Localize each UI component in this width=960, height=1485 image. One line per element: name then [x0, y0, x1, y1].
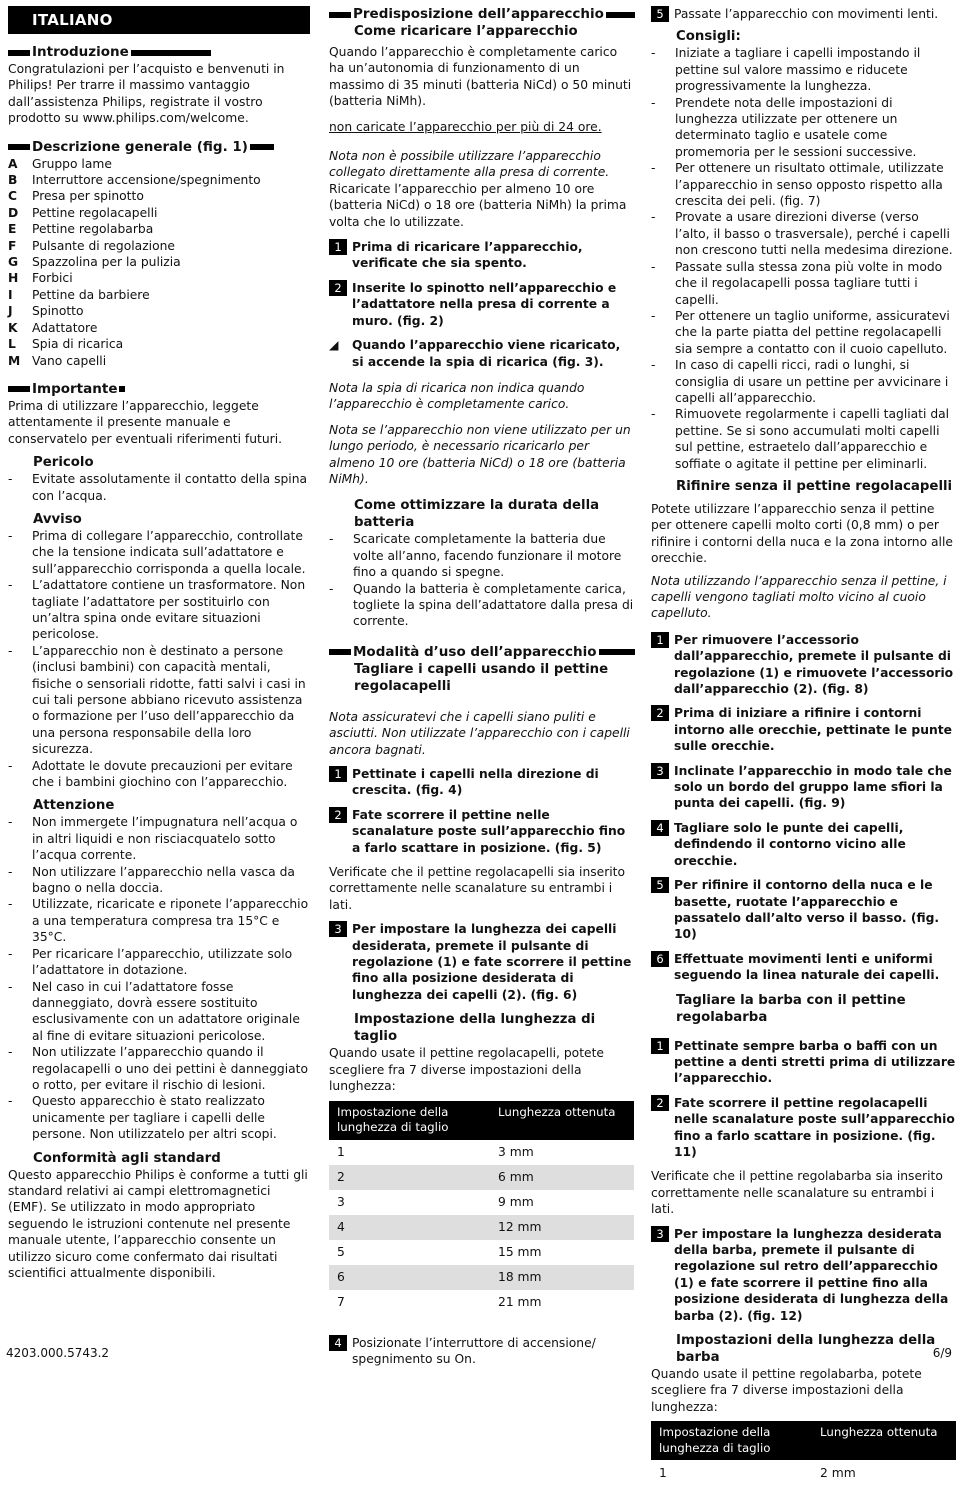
overview-label: Interruttore accensione/spegnimento [32, 173, 261, 188]
list-item [651, 308, 957, 357]
list-item [8, 1093, 310, 1142]
step-text: Effettuate movimenti lenti e uniformi seguendo la linea naturale dei capelli. [674, 951, 940, 983]
refine-note [651, 573, 957, 622]
list-item [651, 160, 957, 209]
heading-bar-icon [250, 144, 274, 150]
table-cell: 3 [337, 1194, 345, 1209]
charge-warning: non caricate l’apparecchio per più di 24 ore. [329, 119, 602, 134]
overview-letter: H [8, 271, 19, 286]
step-text: Fate scorrere il pettine regolacapelli nelle scanalature poste sull’apparecchio fino a farlo scattare in posizione. (fig. 11) [674, 1095, 955, 1159]
overview-label: Pettine da barbiere [32, 287, 150, 302]
usage-steps [329, 766, 635, 856]
length-text: Quando usate il pettine regolacapelli, potete scegliere fra 7 diverse impostazioni della lunghezza: [329, 1046, 604, 1094]
list-item-text: Per ottenere un taglio uniforme, assicuratevi che la parte piatta del pettine regolacapelli sia sempre a contatto con il cuoio capelluto. [675, 308, 950, 356]
table-row [329, 1165, 634, 1190]
cut-note [329, 709, 635, 758]
intro-heading: Introduzione [32, 44, 129, 60]
step-text: Per rimuovere l’accessorio dall’apparecchio, premete il pulsante di regolazione (1) e rimuovete l’accessorio dall’apparecchio (2). (fig. 8) [674, 632, 954, 697]
step-number-badge: 1 [329, 239, 347, 255]
dash-bullet-icon: - [329, 581, 334, 596]
overview-label: Pulsante di regolazione [32, 238, 175, 253]
table-row [329, 1240, 634, 1265]
length-title: Impostazione della lunghezza di taglio [354, 1012, 596, 1045]
step-item [651, 632, 957, 698]
page-number: 6/9 [932, 1345, 952, 1360]
cut-title: Tagliare i capelli usando il pettine regolacapelli [354, 661, 609, 694]
prep-heading: Predisposizione dell’apparecchio [353, 6, 604, 22]
section-overview [8, 139, 310, 156]
step-number-badge: 1 [651, 1038, 669, 1054]
list-item-text: Per ottenere un risultato ottimale, utilizzate l’apparecchio in senso opposto rispetto alla crescita dei peli. (fig. 7) [675, 161, 944, 209]
dash-bullet-icon: - [8, 815, 13, 830]
note-long-period [329, 422, 635, 488]
step-number-badge: 3 [651, 763, 669, 779]
list-item [8, 864, 310, 897]
battery-title: Come ottimizzare la durata della batteria [354, 498, 600, 531]
beard-verify: Verificate che il pettine regolabarba sia inserito correttamente nelle scanalature su entrambi i lati. [651, 1169, 943, 1217]
important-heading: Importante [32, 380, 118, 397]
list-item [8, 577, 310, 643]
list-item [8, 528, 310, 577]
overview-label: Adattatore [32, 320, 98, 335]
list-item-text: Prima di collegare l’apparecchio, controllate che la tensione indicata sull’adattatore e sull’apparecchio corrisponda a quella locale. [32, 528, 306, 576]
dash-bullet-icon: - [8, 864, 13, 879]
table-cell: 1 [337, 1144, 345, 1159]
hair-length-table [329, 1101, 634, 1315]
heading-bar-icon [131, 50, 211, 56]
dash-bullet-icon: - [8, 472, 13, 487]
battery-list [329, 531, 635, 629]
heading-bar-icon [329, 12, 351, 18]
overview-item [8, 287, 310, 303]
step-text: Prima di iniziare a rifinire i contorni intorno alle orecchie, pettinate le punte sulle orecchie. [674, 706, 952, 754]
step-text: Pettinate sempre barba o baffi con un pettine a denti stretti prima di utilizzare l’apparecchio. [674, 1038, 956, 1086]
step-item [651, 1095, 957, 1161]
section-important [8, 381, 310, 398]
heading-bar-icon [606, 12, 635, 18]
document-code: 4203.000.5743.2 [6, 1345, 110, 1360]
beard-length-table [651, 1421, 956, 1485]
table-cell: 18 mm [490, 1265, 634, 1290]
overview-list [8, 156, 310, 369]
step-text: Posizionate l’interruttore di accensione/ spegnimento su On. [352, 1335, 596, 1366]
step-text: Inclinate l’apparecchio in modo tale che solo un bordo del gruppo lame sfiori la punta dei capelli. (fig. 9) [674, 763, 952, 811]
tips-list [651, 45, 957, 472]
usage-heading: Modalità d’uso dell’apparecchio [353, 643, 597, 660]
overview-letter: E [8, 222, 17, 237]
step-4 [329, 1335, 635, 1368]
list-item [329, 581, 635, 630]
list-item [651, 95, 957, 161]
step-item [651, 705, 957, 754]
section-usage [329, 644, 635, 661]
danger-title: Pericolo [33, 455, 94, 471]
step-text: Prima di ricaricare l’apparecchio, verificate che sia spento. [352, 240, 583, 271]
step-number-badge: 2 [329, 807, 347, 823]
table-header: Impostazione della lunghezza di taglio [329, 1101, 490, 1140]
step-item [329, 766, 635, 799]
column-1 [8, 6, 310, 1281]
prep-steps [329, 239, 635, 329]
heading-bar-icon [599, 649, 636, 655]
table-row [651, 1460, 956, 1485]
list-item [329, 531, 635, 580]
step-number-badge: 2 [651, 705, 669, 721]
triangle-bullet-icon: ◢ [329, 338, 339, 353]
table-header: Lunghezza ottenuta [812, 1421, 956, 1460]
step-text: Tagliare solo le punte dei capelli, defindendo il contorno vicino alle orecchie. [674, 820, 906, 868]
table-row [329, 1140, 634, 1165]
beard-steps [651, 1038, 957, 1161]
list-item [8, 896, 310, 945]
step-5 [651, 6, 957, 22]
step-text: Pettinate i capelli nella direzione di crescita. (fig. 4) [352, 767, 599, 798]
step-text: Inserite lo spinotto nell’apparecchio e l’adattatore nella presa di corrente a muro. (fig. 2) [352, 280, 617, 328]
overview-letter: G [8, 255, 19, 270]
step-text: Per impostare la lunghezza dei capelli desiderata, premete il pulsante di regolazione (1) e fate scorrere il pettine fino alla posizione desiderata di lunghezza dei capelli (2). (fig. 6) [352, 922, 632, 1002]
overview-letter: A [8, 156, 18, 171]
dash-bullet-icon: - [8, 946, 13, 961]
list-item-text: Nel caso in cui l’adattatore fosse danneggiato, dovrà essere sostituito esclusivamente con un adattatore originale al fine di evitare situazioni pericolose. [32, 979, 300, 1043]
table-cell: 7 [337, 1294, 345, 1309]
list-item [8, 979, 310, 1045]
overview-label: Pettine regolacapelli [32, 205, 158, 220]
table-cell: 2 mm [820, 1465, 856, 1480]
list-item [8, 946, 310, 979]
list-item [8, 1044, 310, 1093]
heading-bar-icon [119, 386, 125, 392]
warning-list [8, 528, 310, 791]
list-item-text: Prendete nota delle impostazioni di lunghezza utilizzate per ottenere un determinato taglio e usatele come promemoria per le sessioni successive. [675, 95, 917, 159]
table-cell: 6 [329, 1265, 490, 1290]
table-cell: 4 [329, 1215, 490, 1240]
step-text: Fate scorrere il pettine nelle scanalature poste sull’apparecchio fino a farlo scattare in posizione. (fig. 5) [352, 807, 626, 855]
step-item [329, 239, 635, 272]
table-header: Impostazione della lunghezza di taglio [651, 1421, 812, 1460]
table-cell: 6 mm [490, 1165, 634, 1190]
list-item-text: Adottate le dovute precauzioni per evitare che i bambini giochino con l’apparecchio. [32, 758, 293, 790]
overview-label: Presa per spinotto [32, 189, 144, 204]
table-row [329, 1190, 634, 1215]
beard-step-3 [651, 1226, 957, 1324]
overview-item [8, 172, 310, 188]
table-cell: 12 mm [490, 1215, 634, 1240]
step-text: Per impostare la lunghezza desiderata della barba, premete il pulsante di regolazione sul retro dell’apparecchio (1) e fate scorrere il pettine fino alla posizione desiderata di lunghezza della barba (2). (fig. 12) [674, 1226, 949, 1323]
step-text: Per rifinire il contorno della nuca e le basette, ruotate l’apparecchio e passatelo dall’alto verso il basso. (fig. 10) [674, 878, 940, 942]
step-number-badge: 3 [329, 921, 347, 937]
overview-item [8, 205, 310, 221]
step-number-badge: 1 [651, 632, 669, 648]
caution-list [8, 814, 310, 1142]
charge-text-2: Ricaricate l’apparecchio per almeno 10 ore (batteria NiCd) o 18 ore (batteria NiMh) la prima volta che lo utilizzate. [329, 181, 627, 229]
table-cell: 2 [329, 1165, 490, 1190]
overview-letter: M [8, 353, 21, 368]
list-item [8, 758, 310, 791]
dash-bullet-icon: - [8, 528, 13, 543]
refine-text: Potete utilizzare l’apparecchio senza il pettine per ottenere capelli molto corti (0,8 mm) o per rifinire i contorni della nuca e la zona intorno alle orecchie. [651, 501, 953, 566]
list-item-text: Utilizzate, ricaricate e riponete l’apparecchio a una temperatura compresa tra 15°C e 35°C. [32, 897, 309, 945]
list-item [651, 406, 957, 472]
overview-heading: Descrizione generale (fig. 1) [32, 138, 248, 155]
list-item-text: Non utilizzate l’apparecchio quando il regolacapelli o uno dei pettini è danneggiato o rotto, per evitare il rischio di lesioni. [32, 1045, 309, 1092]
note-text: Nota utilizzando l’apparecchio senza il pettine, i capelli vengono tagliati molto vicino al cuoio capelluto. [651, 573, 947, 621]
step-number-badge: 3 [651, 1226, 669, 1242]
overview-label: Spia di ricarica [32, 337, 124, 352]
overview-letter: D [8, 205, 19, 220]
step-item [329, 807, 635, 856]
overview-item [8, 156, 310, 172]
table-cell: 21 mm [498, 1294, 542, 1309]
list-item-text: Questo apparecchio è stato realizzato unicamente per tagliare i capelli delle persone. Non utilizzatelo per altri scopi. [32, 1094, 277, 1142]
dash-bullet-icon: - [651, 210, 656, 225]
caution-title: Attenzione [33, 798, 115, 814]
step-number-badge: 2 [651, 1095, 669, 1111]
table-row [329, 1265, 634, 1290]
table-cell: 1 [659, 1465, 667, 1480]
dash-bullet-icon: - [651, 95, 656, 110]
beard-length-title: Impostazioni della lunghezza della barba [676, 1333, 936, 1366]
step-3 [329, 921, 635, 1003]
overview-item [8, 270, 310, 286]
step-number-badge: 5 [651, 6, 669, 22]
overview-label: Vano capelli [32, 353, 107, 368]
table-row [329, 1215, 634, 1240]
list-item-text: Quando la batteria è completamente carica, togliete la spina dell’adattatore dalla presa di corrente. [353, 581, 634, 629]
list-item-text: Non utilizzare l’apparecchio nella vasca da bagno o nella doccia. [32, 864, 295, 896]
dash-bullet-icon: - [8, 897, 13, 912]
dash-bullet-icon: - [8, 578, 13, 593]
tips-title: Consigli: [676, 29, 741, 45]
dash-bullet-icon: - [8, 758, 13, 773]
dash-bullet-icon: - [8, 979, 13, 994]
table-cell: 9 mm [498, 1194, 534, 1209]
table-cell: 5 [337, 1244, 345, 1259]
overview-item [8, 336, 310, 352]
overview-label: Forbici [32, 271, 73, 286]
charging-bullet-text: Quando l’apparecchio viene ricaricato, si accende la spia di ricarica (fig. 3). [352, 338, 621, 369]
overview-label: Pettine regolabarba [32, 222, 154, 237]
list-item-text: Non immergete l’impugnatura nell’acqua o in altri liquidi e non risciacquatelo sotto l’acqua corrente. [32, 815, 298, 863]
note-charge-light [329, 380, 635, 413]
heading-bar-icon [329, 649, 351, 655]
note-text: Nota se l’apparecchio non viene utilizzato per un lungo periodo, è necessario ricaricarlo per almeno 10 ore (batteria NiCd) o 18 ore (batteria NiMh). [329, 422, 631, 486]
overview-letter: C [8, 189, 18, 204]
dash-bullet-icon: - [8, 1045, 13, 1060]
overview-item [8, 221, 310, 237]
charging-bullet [329, 337, 635, 370]
list-item-text: In caso di capelli ricci, radi o lunghi, si consiglia di usare un pettine per avvicinare i capelli all’apparecchio. [675, 358, 949, 405]
list-item-text: Rimuovete regolarmente i capelli tagliati dal pettine. Se si sono accumulati molti capelli sul pettine, estraetelo dall’apparecchio e soffiate o agitate il pettine per eliminarli. [675, 407, 950, 471]
table-header: Lunghezza ottenuta [490, 1101, 634, 1140]
list-item [8, 814, 310, 863]
column-2 [329, 6, 635, 1367]
danger-list [8, 471, 310, 504]
dash-bullet-icon: - [8, 1094, 13, 1109]
list-item-text: Scaricate completamente la batteria due volte all’anno, facendo funzionare il motore fino a quando si spegne. [353, 532, 622, 580]
list-item-text: Provate a usare direzioni diverse (verso l’alto, il basso o trasversale), perché i capelli non crescono tutti nella medesima direzione. [675, 210, 953, 258]
beard-title: Tagliare la barba con il pettine regolabarba [676, 992, 906, 1025]
refine-title: Rifinire senza il pettine regolacapelli [676, 478, 953, 494]
dash-bullet-icon: - [651, 46, 656, 61]
list-item [651, 45, 957, 94]
heading-bar-icon [8, 50, 30, 56]
dash-bullet-icon: - [329, 532, 334, 547]
important-text: Prima di utilizzare l’apparecchio, leggete attentamente il presente manuale e conservatelo per eventuali riferimenti futuri. [8, 398, 283, 446]
step-number-badge: 2 [329, 280, 347, 296]
list-item-text: L’adattatore contiene un trasformatore. Non tagliate l’adattatore per sostituirlo con un’altra spina onde evitare situazioni pericolose. [32, 578, 306, 642]
overview-letter: F [8, 238, 17, 253]
step-text: Passate l’apparecchio con movimenti lenti. [674, 7, 939, 21]
overview-letter: I [8, 287, 13, 302]
note-text: Nota non è possibile utilizzare l’apparecchio collegato direttamente alla presa di corrente. [329, 149, 610, 180]
step-item [651, 820, 957, 869]
overview-letter: B [8, 173, 18, 188]
list-item [651, 209, 957, 258]
list-item-text: Passate sulla stessa zona più volte in modo che il regolacapelli possa tagliare tutti i capelli. [675, 259, 943, 307]
list-item [651, 357, 957, 406]
list-item-text: L’apparecchio non è destinato a persone (inclusi bambini) con capacità mentali, fisiche o sensoriali ridotte, fatti salvi i casi in cui tali persone abbiano ricevuto assistenza o formazione per l’uso dell’apparecchio da una persona responsabile della loro sicurezza. [32, 643, 306, 757]
heading-bar-icon [8, 144, 30, 150]
step-item [651, 763, 957, 812]
overview-item [8, 254, 310, 270]
overview-letter: K [8, 320, 18, 335]
language-label: ITALIANO [8, 6, 310, 34]
list-item-text: Iniziate a tagliare i capelli impostando il pettine sul valore massimo e riducete progressivamente la lunghezza. [675, 46, 921, 94]
note-text: Nota la spia di ricarica non indica quando l’apparecchio è completamente carico. [329, 380, 585, 412]
charge-text: Quando l’apparecchio è completamente carico ha un’autonomia di funzionamento di un massimo di 35 minuti (batteria NiCd) o 50 minuti (batteria NiMh). [329, 45, 632, 109]
refine-steps [651, 632, 957, 984]
verify-text: Verificate che il pettine regolacapelli sia inserito correttamente nelle scanalature su entrambi i lati. [329, 865, 626, 912]
dash-bullet-icon: - [651, 161, 656, 176]
section-prep [329, 6, 635, 23]
overview-label: Spazzolina per la pulizia [32, 255, 181, 270]
note-text: Nota assicuratevi che i capelli siano puliti e asciutti. Non utilizzate l’apparecchio con i capelli ancora bagnati. [329, 709, 630, 757]
step-item [651, 877, 957, 943]
compliance-text: Questo apparecchio Philips è conforme a tutti gli standard relativi ai campi elettromagnetici (EMF). Se utilizzato in modo appropriato seguendo le istruzioni contenute nel presente manuale utente, l’apparecchio consente un utilizzo sicuro come confermato dai risultati scientifici attualmente disponibili. [8, 1167, 308, 1280]
table-cell: 15 mm [498, 1244, 542, 1259]
list-item [8, 471, 310, 504]
step-number-badge: 6 [651, 951, 669, 967]
step-number-badge: 4 [651, 820, 669, 836]
overview-item [8, 188, 310, 204]
dash-bullet-icon: - [8, 643, 13, 658]
intro-text: Congratulazioni per l’acquisto e benvenuti in Philips! Per trarre il massimo vantaggio dall’assistenza Philips, registrate il vostro prodotto su www.philips.com/welcome. [8, 62, 285, 126]
step-number-badge: 5 [651, 877, 669, 893]
step-number-badge: 4 [329, 1335, 347, 1351]
step-item [651, 951, 957, 984]
step-item [651, 1038, 957, 1087]
overview-label: Spinotto [32, 304, 84, 319]
list-item [651, 259, 957, 308]
overview-label: Gruppo lame [32, 156, 112, 171]
list-item-text: Per ricaricare l’apparecchio, utilizzate solo l’adattatore in dotazione. [32, 946, 293, 978]
list-item [8, 643, 310, 758]
step-item [329, 280, 635, 329]
table-row [329, 1290, 634, 1315]
section-intro [8, 44, 310, 61]
overview-letter: L [8, 337, 16, 352]
overview-item [8, 303, 310, 319]
overview-item [8, 320, 310, 336]
heading-bar-icon [8, 386, 30, 392]
overview-item [8, 238, 310, 254]
warning-title: Avviso [33, 511, 82, 527]
step-number-badge: 1 [329, 766, 347, 782]
note-direct-power [329, 148, 635, 181]
beard-length-text: Quando usate il pettine regolabarba, potete scegliere fra 7 diverse impostazioni della lunghezza: [651, 1367, 922, 1414]
charge-title: Come ricaricare l’apparecchio [354, 24, 578, 39]
column-3 [651, 6, 957, 1485]
dash-bullet-icon: - [651, 308, 656, 323]
dash-bullet-icon: - [651, 407, 656, 422]
overview-letter: J [8, 304, 13, 319]
table-cell: 3 mm [498, 1144, 534, 1159]
dash-bullet-icon: - [651, 358, 656, 373]
compliance-title: Conformità agli standard [33, 1150, 221, 1166]
overview-item [8, 353, 310, 369]
dash-bullet-icon: - [651, 259, 656, 274]
list-item-text: Evitate assolutamente il contatto della spina con l’acqua. [32, 472, 308, 503]
